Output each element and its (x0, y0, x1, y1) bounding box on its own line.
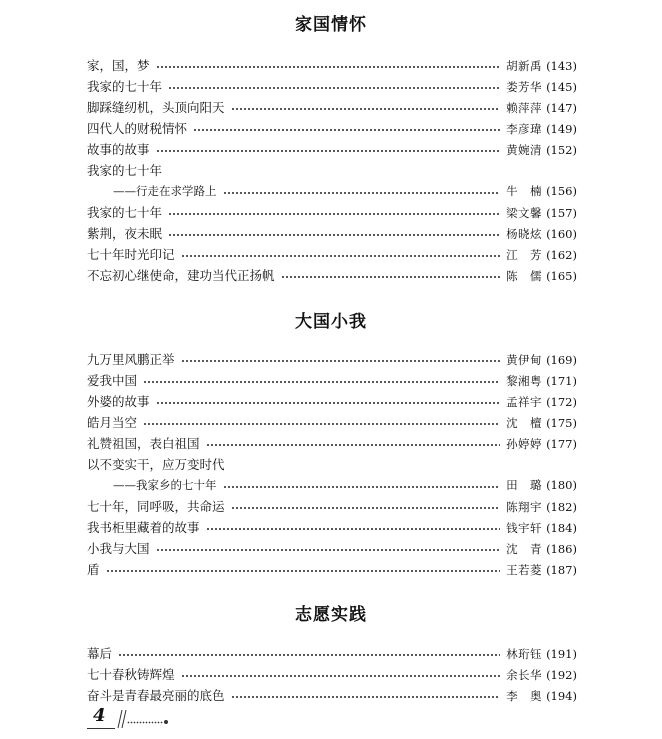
entry-title: 七十年，同呼吸，共命运 (87, 499, 225, 514)
entry-title: 故事的故事 (87, 142, 150, 157)
dot-leader (181, 359, 501, 363)
entry-page-number: (177) (546, 437, 577, 451)
entry-page-number: (175) (546, 416, 577, 430)
entry-author: 牛 楠 (506, 184, 543, 198)
toc-entry[interactable] (87, 559, 577, 580)
entry-page-number: (182) (546, 500, 577, 514)
entry-title: 七十年时光印记 (87, 247, 175, 262)
entry-author: 黎湘粤 (506, 374, 543, 388)
toc-list-jiaguo (87, 55, 577, 286)
toc-entry[interactable] (87, 538, 577, 559)
entry-page-number: (145) (546, 80, 577, 94)
section-title-zhiyuan: 志愿实践 (295, 605, 367, 625)
toc-entry[interactable] (87, 412, 577, 433)
toc-entry[interactable] (87, 349, 577, 370)
dot-leader (156, 149, 501, 153)
dot-leader (231, 107, 501, 111)
entry-page-number: (143) (546, 59, 577, 73)
toc-entry[interactable] (87, 244, 577, 265)
toc-entry[interactable] (87, 517, 577, 538)
entry-author: 梁文馨 (506, 206, 543, 220)
dot-leader (223, 485, 501, 489)
toc-entry[interactable] (87, 76, 577, 97)
entry-page-number: (186) (546, 542, 577, 556)
toc-entry[interactable] (87, 97, 577, 118)
entry-page-number: (149) (546, 122, 577, 136)
toc-entry[interactable] (87, 664, 577, 685)
entry-author: 王若菱 (506, 563, 543, 577)
dot-leader (168, 86, 500, 90)
page-number: 4 (93, 705, 106, 726)
entry-page-number: (169) (546, 353, 577, 367)
entry-title: ——行走在求学路上 (113, 184, 217, 198)
entry-title: 我书柜里藏着的故事 (87, 520, 200, 535)
entry-page-number: (152) (546, 143, 577, 157)
dot-leader (156, 548, 501, 552)
entry-title: ——我家乡的七十年 (113, 478, 217, 492)
entry-title: 四代人的财税情怀 (87, 121, 188, 136)
entry-page-number: (191) (546, 647, 577, 661)
dot-leader (156, 401, 501, 405)
entry-title: 皓月当空 (87, 415, 138, 430)
entry-page-number: (192) (546, 668, 577, 682)
section-title-jiaguo: 家国情怀 (295, 15, 367, 35)
toc-entry[interactable] (87, 391, 577, 412)
entry-author: 江 芳 (506, 248, 543, 262)
entry-author: 李彦瑋 (506, 122, 543, 136)
toc-list-daguo (87, 349, 577, 580)
entry-page-number: (171) (546, 374, 577, 388)
toc-entry-heading[interactable]: 以不变实干，应万变时代 (87, 457, 225, 472)
dot-leader (181, 674, 501, 678)
entry-title: 我家的七十年 (87, 205, 163, 220)
entry-author: 黄婉清 (506, 143, 543, 157)
toc-entry[interactable] (87, 433, 577, 454)
entry-author: 孙婷婷 (506, 437, 543, 451)
entry-author: 沈 檀 (506, 416, 543, 430)
toc-entry-subtitle[interactable] (87, 475, 577, 496)
dot-leader (181, 254, 501, 258)
entry-title: 家，国，梦 (87, 58, 150, 73)
dot-leader (231, 695, 501, 699)
toc-entry[interactable] (87, 685, 577, 706)
toc-entry[interactable] (87, 55, 577, 76)
dot-leader (143, 422, 500, 426)
entry-title: 我家的七十年 (87, 79, 163, 94)
entry-page-number: (162) (546, 248, 577, 262)
entry-author: 黄伊甸 (506, 353, 543, 367)
toc-entry[interactable] (87, 139, 577, 160)
dot-leader (193, 128, 500, 132)
entry-author: 林珩钰 (506, 647, 543, 661)
toc-entry-subtitle[interactable] (87, 181, 577, 202)
toc-entry[interactable] (87, 202, 577, 223)
dot-leader (106, 569, 501, 573)
dot-leader (281, 275, 501, 279)
toc-entry[interactable] (87, 370, 577, 391)
entry-page-number: (160) (546, 227, 577, 241)
entry-page-number: (156) (546, 184, 577, 198)
entry-title: 盾 (87, 562, 100, 577)
entry-author: 胡新禹 (506, 59, 543, 73)
entry-author: 陈翔宇 (506, 500, 543, 514)
entry-page-number: (157) (546, 206, 577, 220)
entry-title: 幕后 (87, 646, 113, 661)
toc-entry[interactable] (87, 643, 577, 664)
dot-leader (206, 443, 501, 447)
entry-title: 爱我中国 (87, 373, 138, 388)
entry-title: 奋斗是青春最亮丽的底色 (87, 688, 225, 703)
entry-page-number: (187) (546, 563, 577, 577)
footer-dot (164, 720, 168, 724)
dot-leader (231, 506, 501, 510)
toc-entry[interactable] (87, 265, 577, 286)
entry-page-number: (194) (546, 689, 577, 703)
entry-title: 不忘初心继使命，建功当代正扬帆 (87, 268, 275, 283)
page-footer (87, 705, 187, 729)
entry-author: 杨晓炫 (506, 227, 543, 241)
entry-title: 小我与大国 (87, 541, 150, 556)
footer-slash-decoration (115, 709, 127, 729)
entry-author: 孟祥宇 (506, 395, 543, 409)
dot-leader (168, 233, 500, 237)
entry-page-number: (147) (546, 101, 577, 115)
entry-page-number: (180) (546, 478, 577, 492)
toc-entry-heading[interactable]: 我家的七十年 (87, 163, 163, 178)
entry-page-number: (165) (546, 269, 577, 283)
entry-page-number: (184) (546, 521, 577, 535)
toc-entry[interactable] (87, 223, 577, 244)
toc-entry[interactable] (87, 118, 577, 139)
entry-author: 陈 儒 (506, 269, 543, 283)
entry-page-number: (172) (546, 395, 577, 409)
entry-title: 外婆的故事 (87, 394, 150, 409)
entry-author: 李 奥 (506, 689, 543, 703)
footer-rule (87, 728, 115, 729)
entry-author: 田 璐 (506, 478, 543, 492)
dot-leader (223, 191, 501, 195)
entry-author: 沈 青 (506, 542, 543, 556)
entry-title: 九万里风鹏正举 (87, 352, 175, 367)
footer-dotted-line (127, 721, 163, 724)
dot-leader (168, 212, 500, 216)
entry-title: 礼赞祖国，表白祖国 (87, 436, 200, 451)
toc-list-zhiyuan (87, 643, 577, 706)
dot-leader (118, 653, 500, 657)
entry-author: 钱宇轩 (506, 521, 543, 535)
entry-author: 余长华 (506, 668, 543, 682)
dot-leader (206, 527, 501, 531)
entry-title: 七十春秋铸辉煌 (87, 667, 175, 682)
entry-author: 赖萍萍 (506, 101, 543, 115)
dot-leader (143, 380, 500, 384)
dot-leader (156, 65, 501, 69)
toc-entry[interactable] (87, 496, 577, 517)
entry-author: 娄芳华 (506, 80, 543, 94)
entry-title: 紫荆，夜未眠 (87, 226, 163, 241)
entry-title: 脚踩缝纫机，头顶向阳天 (87, 100, 225, 115)
section-title-daguo: 大国小我 (295, 312, 367, 332)
